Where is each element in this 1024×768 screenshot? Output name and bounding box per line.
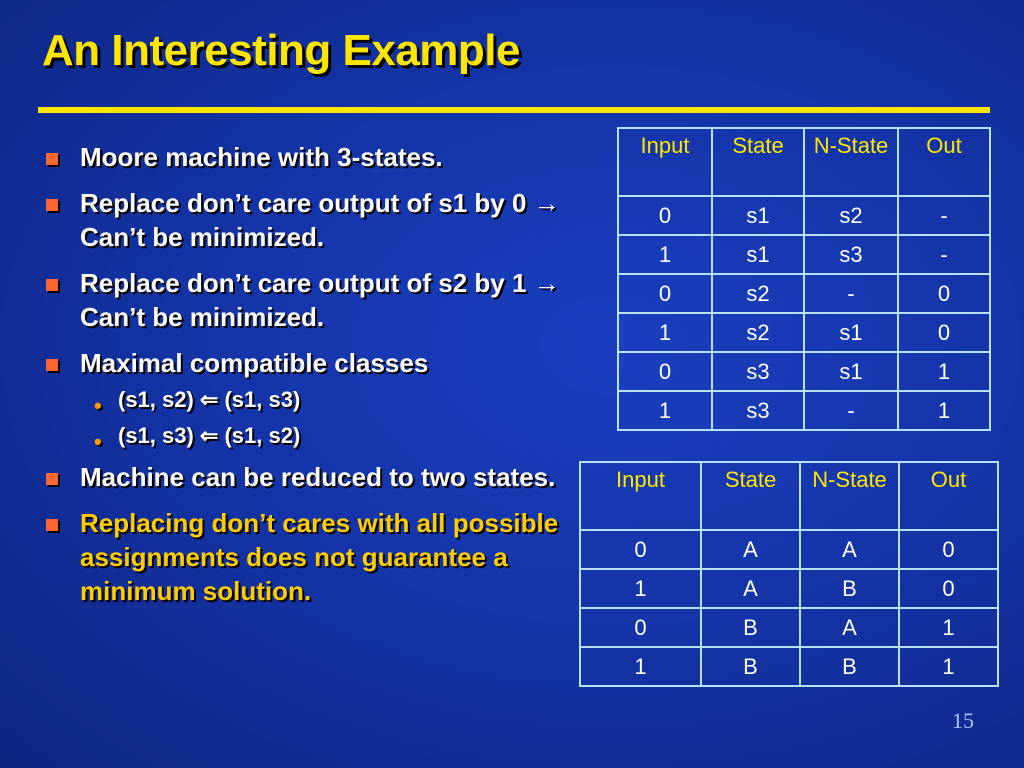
table-cell: 0 <box>898 274 990 313</box>
table-row <box>580 647 998 686</box>
dot-bullet-icon: • <box>94 393 102 418</box>
table-cell: 1 <box>898 391 990 430</box>
table-cell: - <box>804 274 898 313</box>
state-table-original <box>617 127 991 431</box>
table-cell: A <box>701 530 800 569</box>
square-bullet-icon <box>46 359 58 371</box>
table-cell: - <box>898 196 990 235</box>
table-row <box>580 569 998 608</box>
table-cell: 1 <box>618 235 712 274</box>
table-cell: A <box>800 530 899 569</box>
table-header-row <box>618 128 990 196</box>
table-cell: s1 <box>712 235 804 274</box>
column-header: Out <box>899 462 998 530</box>
table-cell: s3 <box>712 352 804 391</box>
table-row <box>618 274 990 313</box>
table-cell: s2 <box>712 313 804 352</box>
bullet-item <box>40 346 610 454</box>
bullet-text: Replacing don’t cares with all possible assignments does not guarantee a minimum solution. <box>80 508 559 606</box>
table-cell: 0 <box>899 530 998 569</box>
title-underline <box>38 107 990 113</box>
bullet-list <box>40 140 610 620</box>
bullet-item <box>40 186 610 254</box>
table-cell: 0 <box>618 352 712 391</box>
bullet-text: Replace don’t care output of s1 by 0 → Can’t be minimized. <box>80 188 560 252</box>
table-cell: - <box>898 235 990 274</box>
table-cell: s1 <box>804 313 898 352</box>
table-cell: s2 <box>804 196 898 235</box>
table-row <box>580 530 998 569</box>
column-header: Out <box>898 128 990 196</box>
table-cell: B <box>701 647 800 686</box>
table-row <box>618 352 990 391</box>
table-cell: 1 <box>580 647 701 686</box>
table-row <box>618 391 990 430</box>
bullet-item-highlight <box>40 506 560 608</box>
square-bullet-icon <box>46 519 58 531</box>
sub-bullet-item <box>80 382 610 418</box>
bullet-text: Replace don’t care output of s2 by 1 → Can’t be minimized. <box>80 268 560 332</box>
table-cell: A <box>800 608 899 647</box>
bullet-item <box>40 460 560 494</box>
table-row <box>618 313 990 352</box>
state-table-reduced <box>579 461 999 687</box>
column-header: State <box>701 462 800 530</box>
table-cell: 0 <box>580 608 701 647</box>
table-cell: 0 <box>618 196 712 235</box>
bullet-text: Moore machine with 3-states. <box>80 142 443 172</box>
table-cell: A <box>701 569 800 608</box>
table-cell: 0 <box>618 274 712 313</box>
square-bullet-icon <box>46 199 58 211</box>
column-header: N-State <box>804 128 898 196</box>
table-cell: s1 <box>804 352 898 391</box>
column-header: State <box>712 128 804 196</box>
table-cell: 1 <box>618 313 712 352</box>
table-cell: 1 <box>899 647 998 686</box>
table-cell: B <box>800 569 899 608</box>
sub-bullet-text: (s1, s3) ⇐ (s1, s2) <box>118 423 301 448</box>
table-cell: s2 <box>712 274 804 313</box>
table-row <box>618 196 990 235</box>
table-cell: 0 <box>580 530 701 569</box>
column-header: N-State <box>800 462 899 530</box>
table-cell: 0 <box>899 569 998 608</box>
slide-title: An Interesting Example <box>42 26 521 75</box>
table-cell: 0 <box>898 313 990 352</box>
table-cell: - <box>804 391 898 430</box>
table-cell: 1 <box>899 608 998 647</box>
table-cell: 1 <box>898 352 990 391</box>
bullet-item <box>40 140 610 174</box>
table-row <box>618 235 990 274</box>
sub-bullet-item <box>80 418 610 454</box>
column-header: Input <box>618 128 712 196</box>
table-row <box>580 608 998 647</box>
dot-bullet-icon: • <box>94 429 102 454</box>
page-number: 15 <box>952 708 974 733</box>
bullet-text: Machine can be reduced to two states. <box>80 462 556 492</box>
table-cell: 1 <box>580 569 701 608</box>
square-bullet-icon <box>46 153 58 165</box>
square-bullet-icon <box>46 473 58 485</box>
table-cell: s3 <box>804 235 898 274</box>
sub-bullet-list <box>80 382 610 454</box>
table-cell: 1 <box>618 391 712 430</box>
bullet-text: Maximal compatible classes <box>80 348 429 378</box>
column-header: Input <box>580 462 701 530</box>
sub-bullet-text: (s1, s2) ⇐ (s1, s3) <box>118 387 301 412</box>
table-cell: B <box>701 608 800 647</box>
square-bullet-icon <box>46 279 58 291</box>
table-cell: B <box>800 647 899 686</box>
table-cell: s3 <box>712 391 804 430</box>
table-cell: s1 <box>712 196 804 235</box>
bullet-item <box>40 266 610 334</box>
table-header-row <box>580 462 998 530</box>
